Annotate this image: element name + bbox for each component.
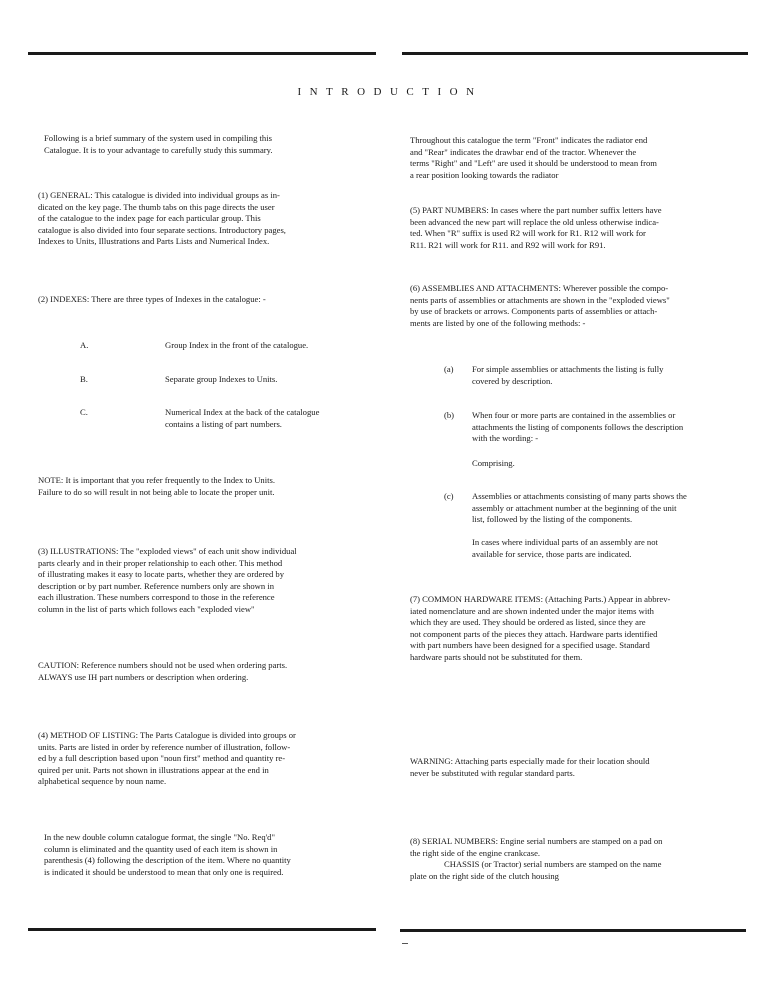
- sub-item-b-text: When four or more parts are contained in the assemblies or attachments the listing of components follows the description with the wording: -: [472, 410, 684, 443]
- intro-paragraph: Following is a brief summary of the system used in compiling this Catalogue. It is to your advantage to carefully study this summary.: [44, 133, 273, 155]
- sub-item-b-letter: (b): [444, 410, 455, 420]
- assemblies-section: (6) ASSEMBLIES AND ATTACHMENTS: Wherever possible the compo- nents parts of assemblies or attachments are shown in the "exploded views" by use of brackets or arrows. Components parts of assemblies or attach- ments are listed by one of the following methods: -: [410, 283, 670, 328]
- general-section: (1) GENERAL: This catalogue is divided into individual groups as in- dicated on the key page. The thumb tabs on this page directs the user of the catalogue to the index page for each particular group. This catalogue is also divided into four separate sections. Introductory pages, Indexes to Units, Illustrations and Parts Lists and Numerical Index.: [38, 190, 286, 246]
- index-item-c-letter: C.: [80, 407, 88, 417]
- double-column-paragraph: In the new double column catalogue format, the single "No. Req'd" column is eliminated and the quantity used of each item is shown in parenthesis (4) following the description of the item. Where no quantity is indicated it should be understood to mean that only one is required.: [44, 832, 291, 877]
- index-item-b-letter: B.: [80, 374, 88, 384]
- bottom-rule-left: [28, 928, 376, 931]
- comprising-text: Comprising.: [472, 458, 515, 468]
- warning-paragraph: WARNING: Attaching parts especially made for their location should never be substituted with regular standard parts.: [410, 756, 650, 778]
- sub-item-a-text: For simple assemblies or attachments the listing is fully covered by description.: [472, 364, 664, 386]
- hardware-section: (7) COMMON HARDWARE ITEMS: (Attaching Parts.) Appear in abbrev- iated nomenclature and are shown indented under the major items with which they are used. They should be ordered as listed, since they are not component parts of the pieces they attach. Hardware parts identified with part numbers have been designed for a specified usage. Standard hardware parts should not be substituted for them.: [410, 594, 671, 662]
- serial-numbers-section: (8) SERIAL NUMBERS: Engine serial numbers are stamped on a pad on the right side of the engine crankcase.: [410, 836, 663, 858]
- page-title: INTRODUCTION: [297, 86, 483, 98]
- sub-item-c-text: Assemblies or attachments consisting of many parts shows the assembly or attachment number at the beginning of the unit list, followed by the listing of the components.: [472, 491, 687, 524]
- method-of-listing-section: (4) METHOD OF LISTING: The Parts Catalogue is divided into groups or units. Parts are listed in order by reference number of illustration, follow- ed by a full description based upon "noun first" method and quantity re- quired per unit. Parts not shown in illustrations appear at the end in alphabetical sequence by noun name.: [38, 730, 296, 786]
- note-paragraph: NOTE: It is important that you refer frequently to the Index to Units. Failure to do so will result in not being able to locate the proper unit.: [38, 475, 275, 497]
- index-item-b-text: Separate group Indexes to Units.: [165, 374, 278, 384]
- top-rule-right: [402, 52, 748, 55]
- indexes-section: (2) INDEXES: There are three types of Indexes in the catalogue: -: [38, 294, 266, 304]
- sub-item-a-letter: (a): [444, 364, 454, 374]
- page-mark: [402, 943, 408, 944]
- front-rear-paragraph: Throughout this catalogue the term "Front" indicates the radiator end and "Rear" indicates the drawbar end of the tractor. Whenever the terms "Right" and "Left" are used it should be understood to mean from a rear position looking towards the radiator: [410, 135, 657, 180]
- part-numbers-section: (5) PART NUMBERS: In cases where the part number suffix letters have been advanced the new part will replace the old unless otherwise indica- ted. When "R" suffix is used R2 will work for R1. R12 will work for R11. R21 will work for R11. and R92 will work for R91.: [410, 205, 662, 250]
- bottom-rule-right: [400, 929, 746, 932]
- cases-note: In cases where individual parts of an assembly are not available for service, those parts are indicated.: [472, 537, 658, 559]
- index-item-c-text: Numerical Index at the back of the catalogue contains a listing of part numbers.: [165, 407, 320, 429]
- index-item-a-letter: A.: [80, 340, 89, 350]
- caution-paragraph: CAUTION: Reference numbers should not be used when ordering parts. ALWAYS use IH part numbers or description when ordering.: [38, 660, 288, 682]
- index-item-a-text: Group Index in the front of the catalogue.: [165, 340, 309, 350]
- top-rule-left: [28, 52, 376, 55]
- sub-item-c-letter: (c): [444, 491, 454, 501]
- illustrations-section: (3) ILLUSTRATIONS: The "exploded views" of each unit show individual parts clearly and in their proper relationship to each other. This method of illustrating makes it easy to locate parts, whether they are ordered by description or by part number. Reference numbers only are shown in each illustration. These numbers correspond to those in the reference column in the list of parts which follows each "exploded view": [38, 546, 297, 614]
- chassis-paragraph: CHASSIS (or Tractor) serial numbers are stamped on the name plate on the right side of the clutch housing: [410, 859, 662, 881]
